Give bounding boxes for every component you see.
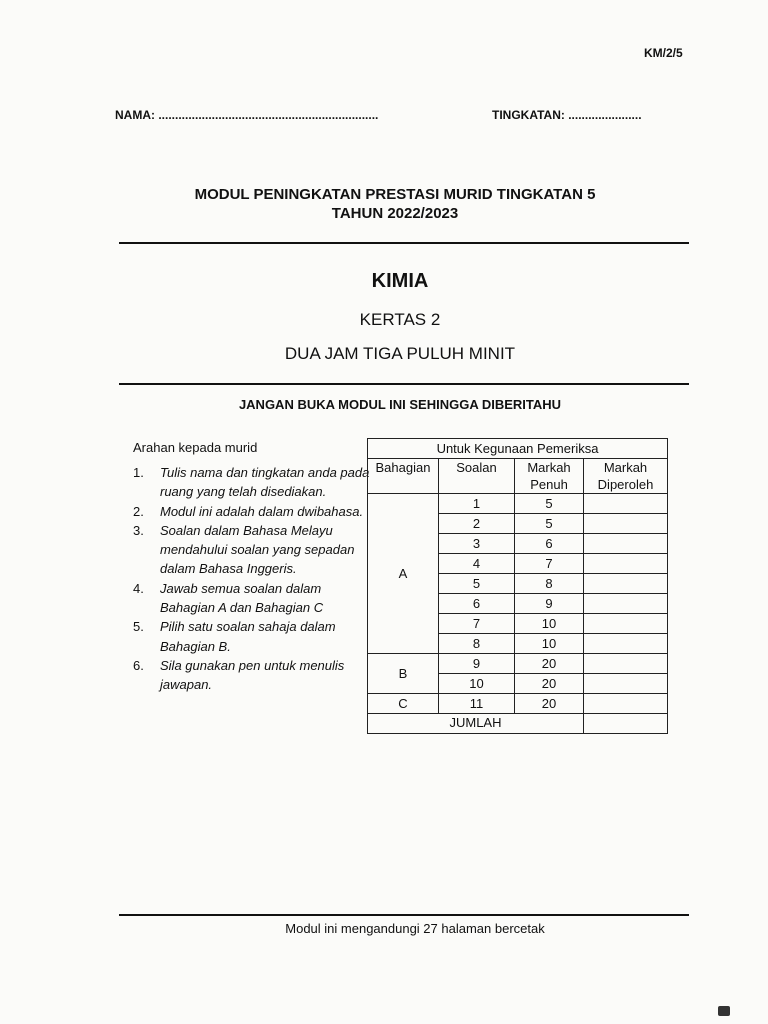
table-row [368, 654, 668, 674]
duration-label: DUA JAM TIGA PULUH MINIT [284, 344, 516, 363]
obtained-mark-cell [584, 554, 668, 574]
header-markah-diperoleh: Markah Diperoleh [584, 459, 668, 494]
instruction-text: Modul ini adalah dalam dwibahasa. [160, 503, 364, 519]
full-mark-cell: 9 [515, 594, 584, 614]
obtained-mark-cell [584, 654, 668, 674]
paper-code: KM/2/5 [644, 46, 683, 60]
instruction-text: Tulis nama dan tingkatan anda pada ruang yang telah disediakan. [160, 465, 370, 500]
instruction-text: Pilih satu soalan sahaja dalam Bahagian B. [160, 619, 336, 654]
module-title: MODUL PENINGKATAN PRESTASI MURID TINGKATAN 5 [194, 186, 596, 203]
instruction-number: 2. [133, 503, 144, 519]
instruction-item [133, 463, 373, 502]
obtained-mark-cell [584, 494, 668, 514]
instruction-item [133, 617, 373, 656]
instruction-number: 1. [133, 465, 144, 480]
table-row [368, 494, 668, 514]
instruction-text: Sila gunakan pen untuk menulis jawapan. [160, 657, 345, 693]
instruction-text: Soalan dalam Bahasa Melayu mendahului soalan yang sepadan dalam Bahasa Inggeris. [160, 522, 355, 577]
obtained-mark-cell [584, 534, 668, 554]
section-cell: C [368, 694, 439, 714]
full-mark-cell: 20 [515, 674, 584, 694]
question-cell: 9 [439, 654, 515, 674]
total-label: JUMLAH [368, 714, 584, 734]
total-mark-cell [584, 714, 668, 734]
examiner-table [367, 438, 668, 734]
instruction-text: Jawab semua soalan dalam Bahagian A dan Bahagian C [160, 580, 324, 616]
table-row [368, 694, 668, 714]
table-title: Untuk Kegunaan Pemeriksa [368, 439, 668, 459]
obtained-mark-cell [584, 674, 668, 694]
instruction-number: 4. [133, 580, 144, 596]
question-cell: 7 [439, 614, 515, 634]
full-mark-cell: 10 [515, 614, 584, 634]
page-count-note: Modul ini mengandungi 27 halaman bercetak [285, 921, 545, 936]
instructions-heading: Arahan kepada murid [133, 440, 258, 455]
obtained-mark-cell [584, 694, 668, 714]
header-bahagian: Bahagian [368, 459, 439, 494]
instruction-number: 6. [133, 657, 144, 673]
instruction-number: 5. [133, 619, 144, 635]
full-mark-cell: 5 [515, 514, 584, 534]
instruction-item [133, 521, 373, 579]
paper-label: KERTAS 2 [359, 310, 441, 329]
full-mark-cell: 8 [515, 574, 584, 594]
full-mark-cell: 20 [515, 694, 584, 714]
scanner-logo-icon [718, 1006, 730, 1016]
header-markah-penuh: Markah Penuh [515, 459, 584, 494]
instructions-list [133, 463, 373, 695]
warning-text: JANGAN BUKA MODUL INI SEHINGGA DIBERITAHU [238, 397, 562, 412]
divider [119, 242, 689, 244]
question-cell: 4 [439, 554, 515, 574]
module-year: TAHUN 2022/2023 [331, 205, 459, 222]
question-cell: 2 [439, 514, 515, 534]
class-field: TINGKATAN: ...................... [492, 108, 642, 122]
question-cell: 10 [439, 674, 515, 694]
instruction-number: 3. [133, 522, 144, 538]
divider [119, 383, 689, 385]
instruction-item [133, 656, 373, 695]
question-cell: 5 [439, 574, 515, 594]
obtained-mark-cell [584, 634, 668, 654]
full-mark-cell: 7 [515, 554, 584, 574]
question-cell: 3 [439, 534, 515, 554]
section-cell: A [368, 494, 439, 654]
name-field: NAMA: .................................................................. [115, 108, 379, 122]
full-mark-cell: 5 [515, 494, 584, 514]
section-cell: B [368, 654, 439, 694]
obtained-mark-cell [584, 574, 668, 594]
header-soalan: Soalan [439, 459, 515, 494]
instruction-item [133, 502, 373, 521]
question-cell: 11 [439, 694, 515, 714]
question-cell: 1 [439, 494, 515, 514]
question-cell: 6 [439, 594, 515, 614]
total-row [368, 714, 668, 734]
obtained-mark-cell [584, 514, 668, 534]
instruction-item [133, 579, 373, 618]
obtained-mark-cell [584, 614, 668, 634]
subject-title: KIMIA [371, 270, 429, 292]
full-mark-cell: 10 [515, 634, 584, 654]
question-cell: 8 [439, 634, 515, 654]
divider [119, 914, 689, 916]
full-mark-cell: 6 [515, 534, 584, 554]
obtained-mark-cell [584, 594, 668, 614]
full-mark-cell: 20 [515, 654, 584, 674]
